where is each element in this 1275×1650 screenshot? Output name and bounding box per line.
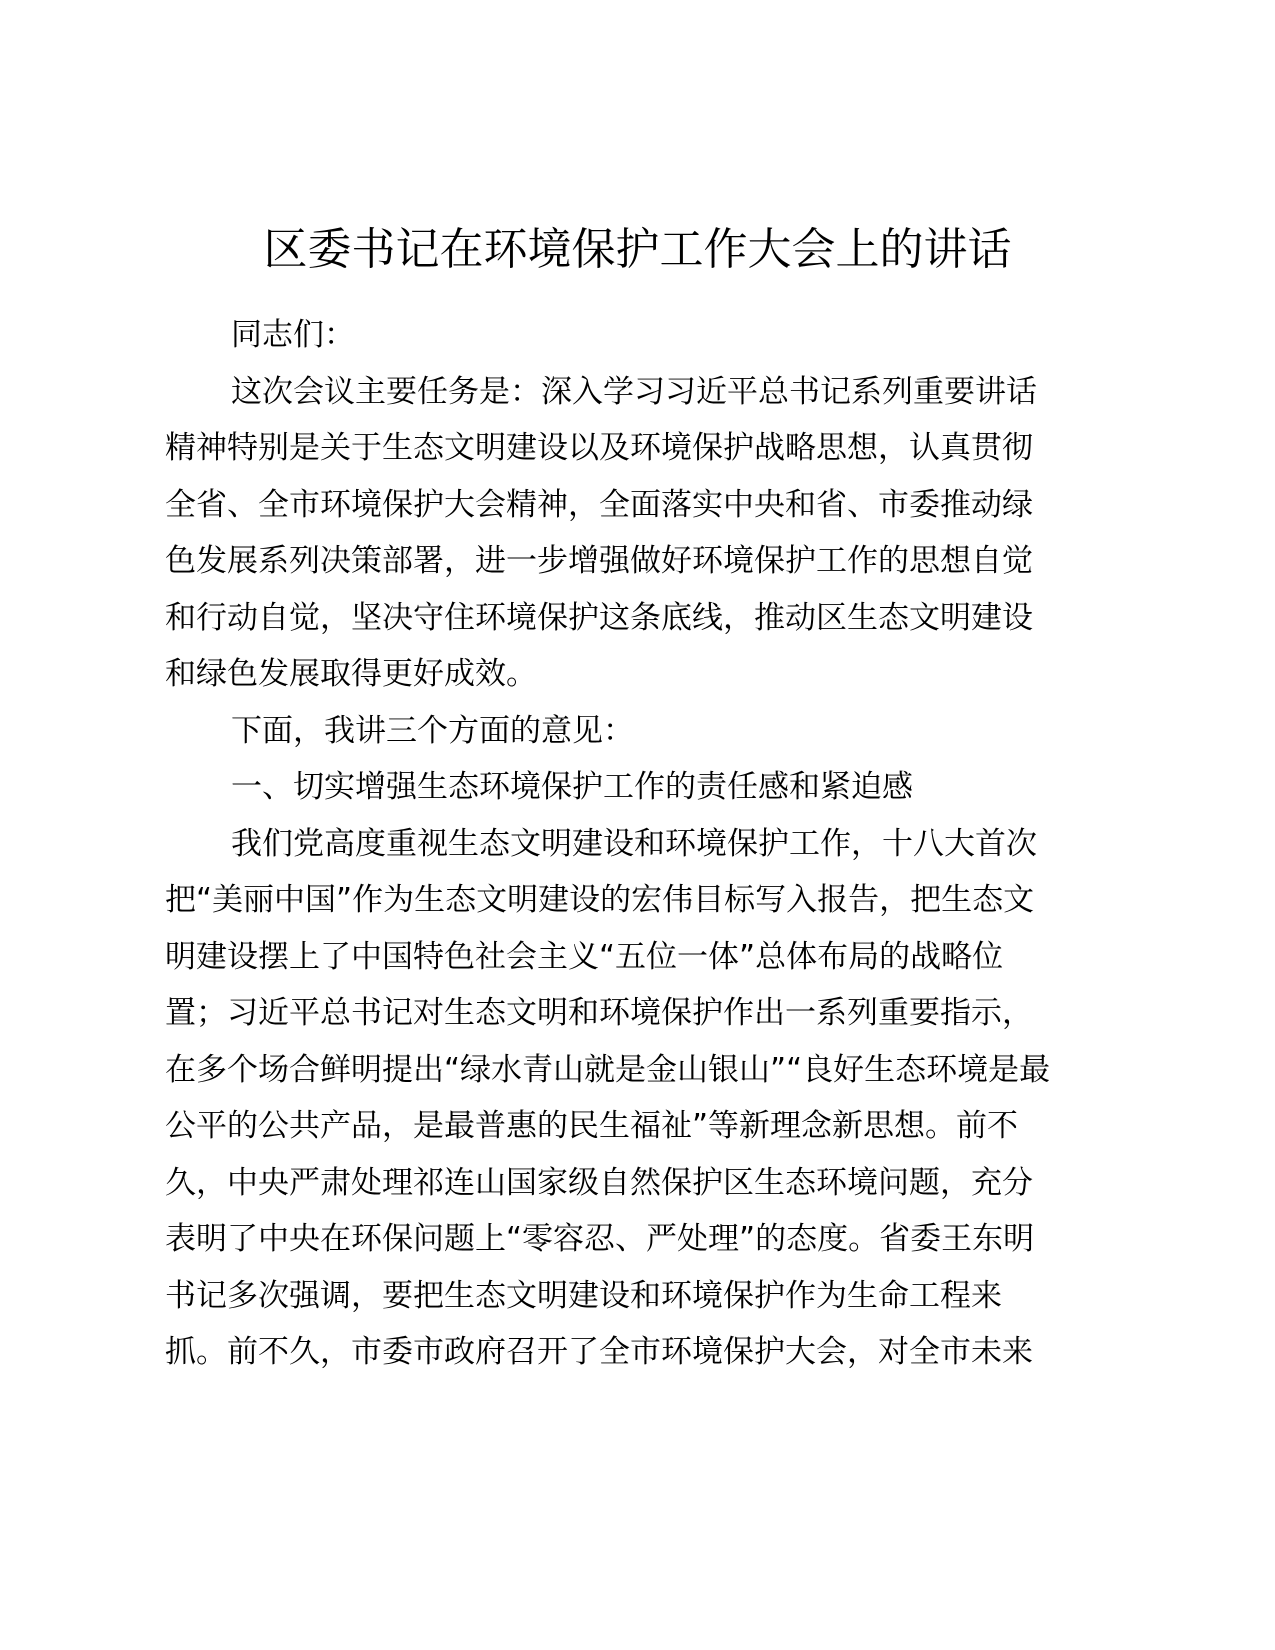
text-line: 把“美丽中国”作为生态文明建设的宏伟目标写入报告，把生态文 xyxy=(165,882,1035,918)
text-line: 色发展系列决策部署，进一步增强做好环境保护工作的思想自觉 xyxy=(165,543,1033,579)
text-line: 这次会议主要任务是：深入学习习近平总书记系列重要讲话 xyxy=(231,373,1037,410)
text-line: 明建设摆上了中国特色社会主义“五位一体”总体布局的战略位 xyxy=(165,938,1004,975)
text-line: 公平的公共产品，是最普惠的民生福祉”等新理念新思想。前不 xyxy=(165,1108,1019,1144)
text-line: 在多个场合鲜明提出“绿水青山就是金山银山”“良好生态环境是最 xyxy=(165,1051,1051,1088)
text-line: 表明了中央在环保问题上“零容忍、严处理”的态度。省委王东明 xyxy=(165,1221,1035,1257)
text-line: 精神特别是关于生态文明建设以及环境保护战略思想，认真贯彻 xyxy=(165,430,1033,466)
text-line: 久，中央严肃处理祁连山国家级自然保护区生态环境问题，充分 xyxy=(165,1164,1033,1201)
text-line: 置；习近平总书记对生态文明和环境保护作出一系列重要指示， xyxy=(165,995,1033,1031)
text-line: 同志们： xyxy=(231,317,355,353)
document-title: 区委书记在环境保护工作大会上的讲话 xyxy=(263,224,1012,275)
text-line: 全省、全市环境保护大会精神，全面落实中央和省、市委推动绿 xyxy=(165,486,1033,523)
section-heading: 一、切实增强生态环境保护工作的责任感和紧迫感 xyxy=(231,769,913,805)
text-line: 抓。前不久，市委市政府召开了全市环境保护大会，对全市未来 xyxy=(165,1334,1033,1370)
text-line: 我们党高度重视生态文明建设和环境保护工作，十八大首次 xyxy=(231,825,1037,862)
text-line: 书记多次强调，要把生态文明建设和环境保护作为生命工程来 xyxy=(165,1277,1002,1314)
document-body xyxy=(165,307,1115,1381)
text-line: 和行动自觉，坚决守住环境保护这条底线，推动区生态文明建设 xyxy=(165,599,1033,636)
text-line: 和绿色发展取得更好成效。 xyxy=(165,656,537,692)
text-line: 下面，我讲三个方面的意见： xyxy=(231,712,634,749)
